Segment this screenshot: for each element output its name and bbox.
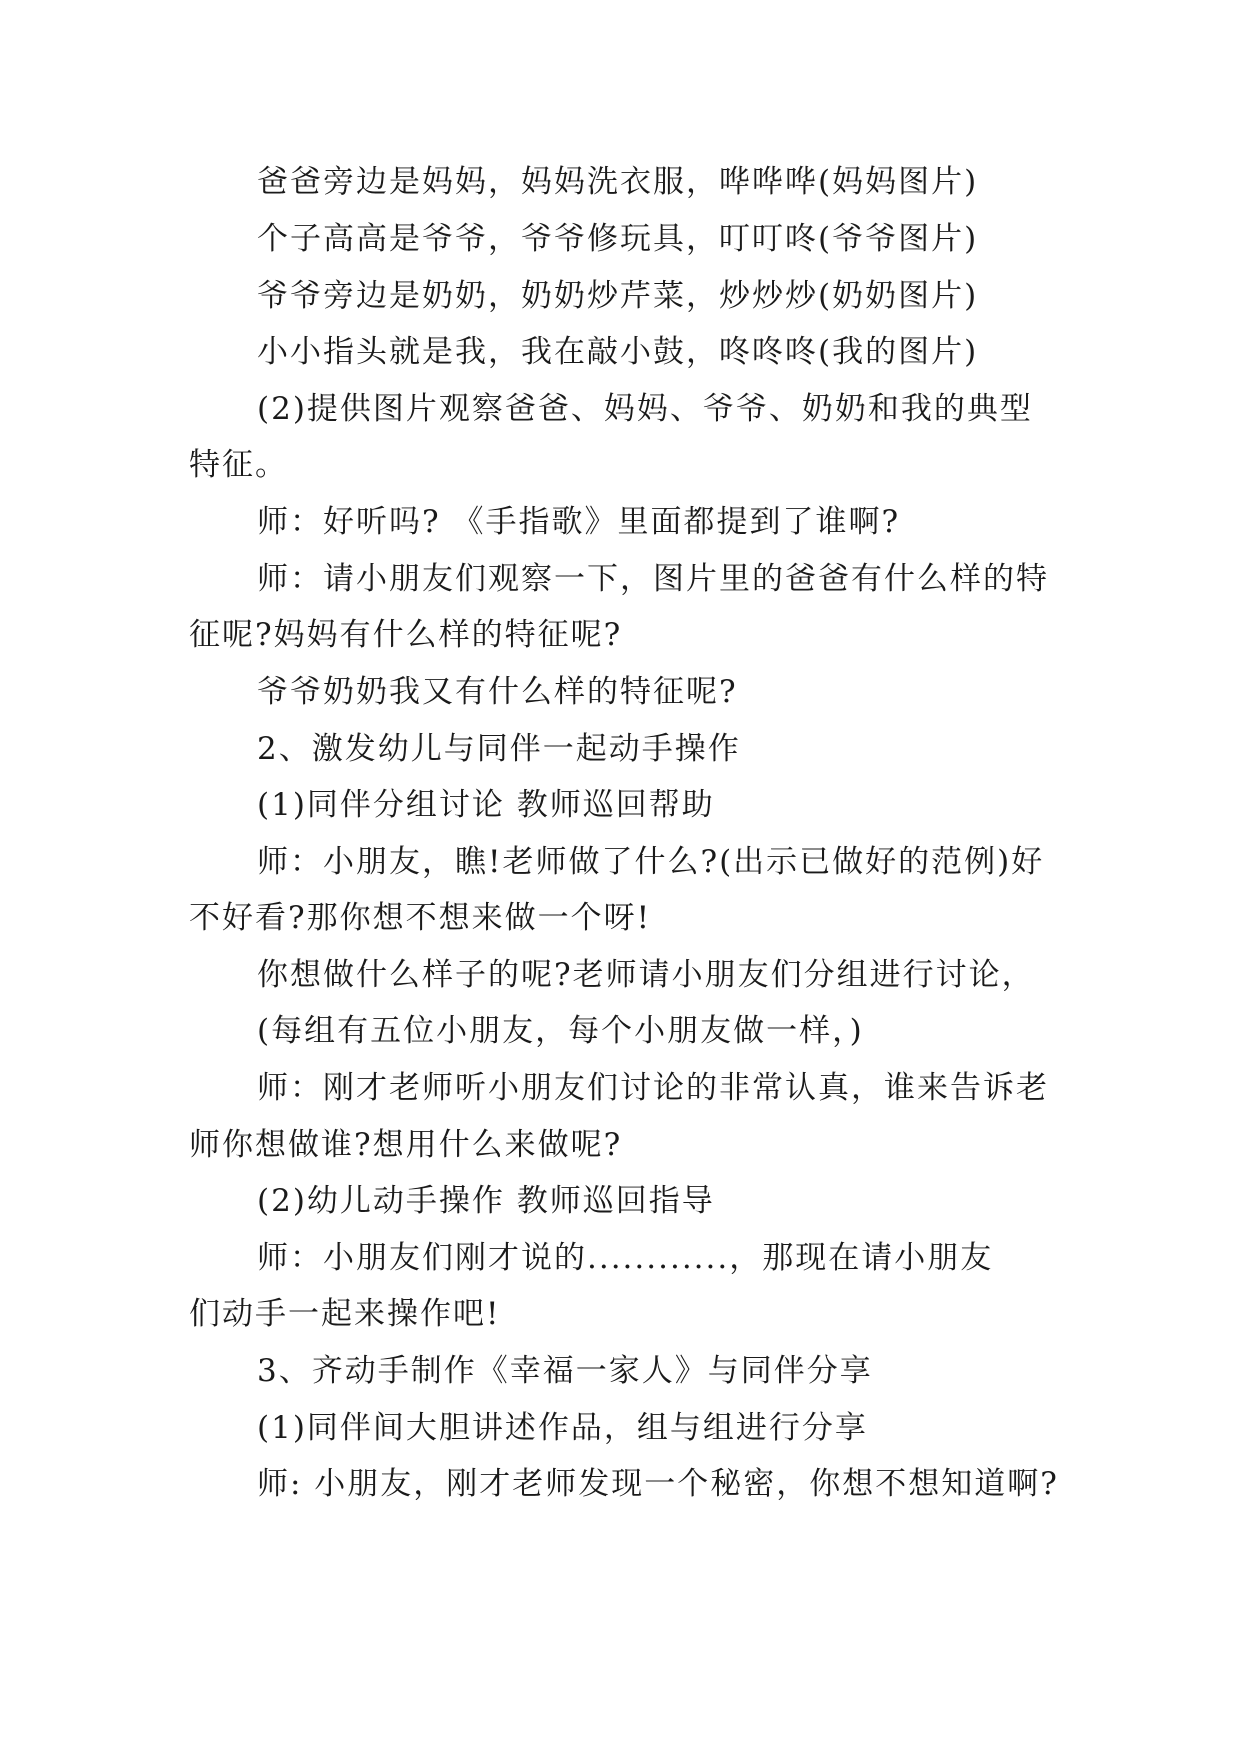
paragraph-line: 师：小朋友们刚才说的............，那现在请小朋友 [257, 1240, 994, 1276]
paragraph-line: 爸爸旁边是妈妈，妈妈洗衣服，哗哗哗(妈妈图片) [257, 164, 979, 200]
paragraph-line: 小小指头就是我，我在敲小鼓，咚咚咚(我的图片) [257, 334, 979, 370]
paragraph-line: 师你想做谁?想用什么来做呢? [189, 1127, 623, 1163]
paragraph-line: (2)幼儿动手操作 教师巡回指导 [257, 1183, 715, 1219]
paragraph-line: (1)同伴分组讨论 教师巡回帮助 [257, 787, 715, 823]
paragraph-line: 师：好听吗? 《手指歌》里面都提到了谁啊? [257, 504, 901, 540]
paragraph-line: 师: 小朋友，刚才老师发现一个秘密，你想不想知道啊? [257, 1466, 1059, 1502]
paragraph-line: 爷爷旁边是奶奶，奶奶炒芹菜，炒炒炒(奶奶图片) [257, 278, 979, 314]
paragraph-line: 师：刚才老师听小朋友们讨论的非常认真，谁来告诉老 [257, 1070, 1049, 1106]
paragraph-line: 个子高高是爷爷，爷爷修玩具，叮叮咚(爷爷图片) [257, 221, 979, 257]
paragraph-line: 你想做什么样子的呢?老师请小朋友们分组进行讨论， [257, 957, 1035, 993]
section-heading: 3、齐动手制作《幸福一家人》与同伴分享 [257, 1353, 873, 1389]
paragraph-line: 征呢?妈妈有什么样的特征呢? [189, 617, 623, 653]
paragraph-line: 师：小朋友，瞧!老师做了什么?(出示已做好的范例)好 [257, 844, 1045, 880]
paragraph-line: 爷爷奶奶我又有什么样的特征呢? [257, 674, 738, 710]
paragraph-line: 不好看?那你想不想来做一个呀! [189, 900, 652, 936]
paragraph-line: 们动手一起来操作吧! [189, 1296, 501, 1332]
paragraph-line: 特征。 [189, 447, 288, 483]
section-heading: 2、激发幼儿与同伴一起动手操作 [257, 731, 741, 767]
paragraph-line: 师：请小朋友们观察一下，图片里的爸爸有什么样的特 [257, 561, 1049, 597]
paragraph-line: (2)提供图片观察爸爸、妈妈、爷爷、奶奶和我的典型 [257, 391, 1033, 427]
paragraph-line: (每组有五位小朋友，每个小朋友做一样，) [257, 1013, 864, 1049]
paragraph-line: (1)同伴间大胆讲述作品，组与组进行分享 [257, 1410, 868, 1446]
document-page [189, 0, 1059, 1754]
